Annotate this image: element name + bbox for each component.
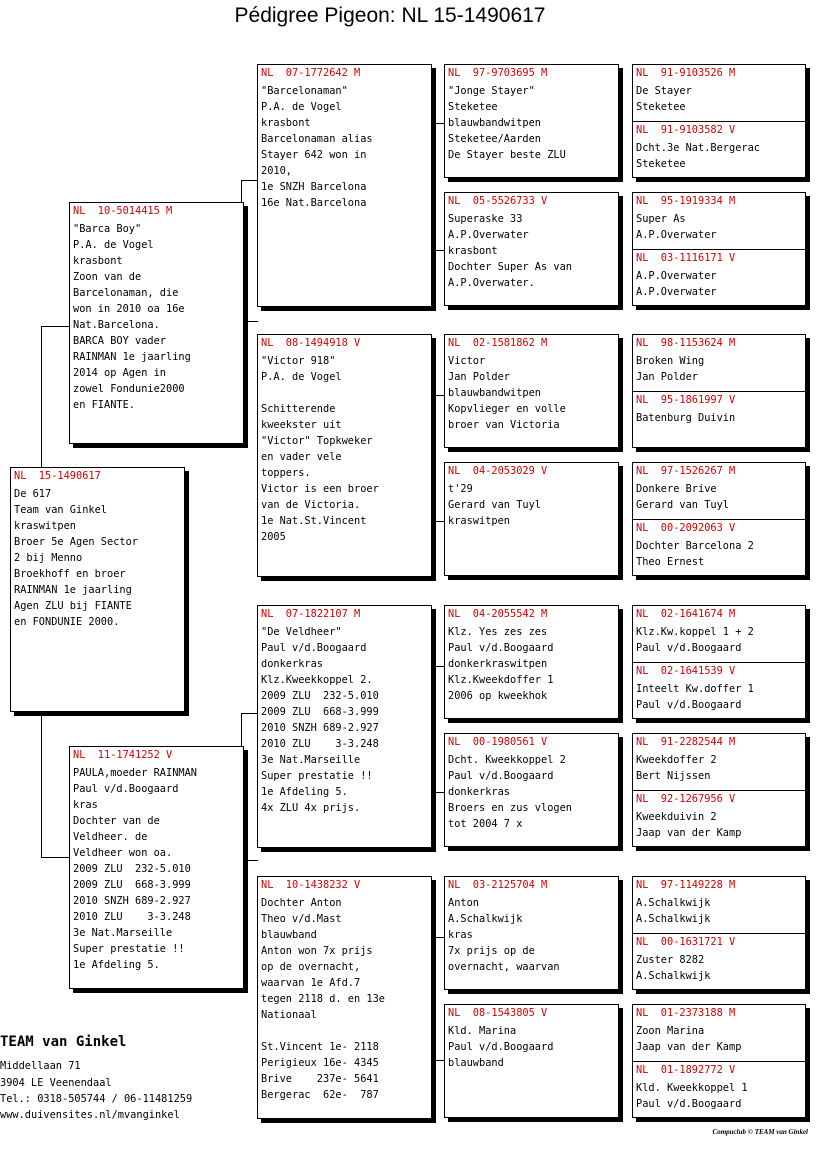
connector	[41, 326, 70, 327]
ring-number: NL 02-1641674 M	[636, 608, 736, 620]
ring-number: NL 08-1543805 V	[448, 1007, 548, 1019]
pigeon-info: Dochter Anton Theo v/d.Mast blauwband Anton won 7x prijs op de overnacht, waarvan 1e Afd.7 tegen 2118 d. en 13e Nationaal St.Vincent 1e- 2118 Perigieux 16e- 4345 Brive 237e- 5641 Bergerac 62e- 787	[261, 897, 385, 1101]
ring-number: NL 00-2092063 V	[633, 519, 805, 536]
pigeon-info: "Barca Boy" P.A. de Vogel krasbont Zoon van de Barcelonaman, die won in 2010 oa 16e Nat.Barcelona. BARCA BOY vader RAINMAN 1e jaarling 2014 op Agen in zowel Fondunie2000 en FIANTE.	[73, 223, 191, 411]
connector	[41, 712, 42, 857]
connector	[430, 666, 445, 667]
sire-card	[69, 202, 244, 444]
ring-number: NL 00-1980561 V	[448, 736, 548, 748]
dam-card	[69, 746, 244, 989]
pigeon-info: Batenburg Duivin	[636, 412, 736, 424]
breeder-phone: Tel.: 0318-505744 / 06-11481259	[0, 1093, 193, 1105]
ring-number: NL 92-1267956 V	[633, 790, 805, 807]
ring-number: NL 04-2053029 V	[448, 465, 548, 477]
grandparent-card	[257, 64, 432, 307]
ring-number: NL 04-2055542 M	[448, 608, 548, 620]
pigeon-info: A.P.Overwater A.P.Overwater	[636, 270, 717, 298]
pigeon-info: PAULA,moeder RAINMAN Paul v/d.Boogaard kras Dochter van de Veldheer. de Veldheer won oa. 2009 ZLU 232-5.010 2009 ZLU 668-3.999 2010 SNZH 689-2.927 2010 ZLU 3-3.248 3e Nat.Marseille Super prestatie !! 1e Afdeling 5.	[73, 767, 197, 971]
connector	[430, 250, 445, 251]
pigeon-info: Klz.Kw.koppel 1 + 2 Paul v/d.Boogaard	[636, 626, 754, 654]
pigeon-info: Superaske 33 A.P.Overwater krasbont Dochter Super As van A.P.Overwater.	[448, 213, 572, 289]
gen4-pair-card	[632, 462, 806, 576]
ring-number: NL 97-1526267 M	[636, 465, 736, 477]
connector	[430, 937, 445, 938]
page-title: Pédigree Pigeon: NL 15-1490617	[234, 4, 546, 27]
ring-number: NL 11-1741252 V	[73, 749, 173, 761]
ring-number: NL 95-1919334 M	[636, 195, 736, 207]
pigeon-info: "Barcelonaman" P.A. de Vogel krasbont Barcelonaman alias Stayer 642 won in 2010, 1e SNZH Barcelona 16e Nat.Barcelona	[261, 85, 373, 209]
breeder-address: Middellaan 71	[0, 1060, 81, 1072]
grandparent-card	[257, 605, 432, 848]
ring-number: NL 10-5014415 M	[73, 205, 173, 217]
great-grandparent-card	[444, 192, 619, 306]
ring-number: NL 95-1861997 V	[633, 391, 805, 408]
ring-number: NL 91-2282544 M	[636, 736, 736, 748]
pigeon-info: Zoon Marina Jaap van der Kamp	[636, 1025, 742, 1053]
ring-number: NL 01-2373188 M	[636, 1007, 736, 1019]
pigeon-info: Inteelt Kw.doffer 1 Paul v/d.Boogaard	[636, 683, 754, 711]
great-grandparent-card	[444, 876, 619, 990]
ring-number: NL 98-1153624 M	[636, 337, 736, 349]
grandparent-card	[257, 876, 432, 1119]
pigeon-info: Zuster 8282 A.Schalkwijk	[636, 954, 711, 982]
subject-card	[10, 467, 185, 712]
connector	[430, 395, 445, 396]
connector	[430, 792, 445, 793]
ring-number: NL 97-1149228 M	[636, 879, 736, 891]
ring-number: NL 05-5526733 V	[448, 195, 548, 207]
pigeon-info: Broken Wing Jan Polder	[636, 355, 705, 383]
ring-number: NL 91-9103582 V	[633, 121, 805, 138]
pigeon-info: Anton A.Schalkwijk kras 7x prijs op de overnacht, waarvan	[448, 897, 560, 973]
connector	[430, 1060, 445, 1061]
breeder-city: 3904 LE Veenendaal	[0, 1077, 112, 1089]
connector	[41, 857, 70, 858]
ring-number: NL 02-1581862 M	[448, 337, 548, 349]
pigeon-info: Victor Jan Polder blauwbandwitpen Kopvlieger en volle broer van Victoria	[448, 355, 566, 431]
pigeon-info: De 617 Team van Ginkel kraswitpen Broer 5e Agen Sector 2 bij Menno Broekhoff en broer RAINMAN 1e jaarling Agen ZLU bij FIANTE en FONDUNIE 2000.	[14, 488, 138, 628]
ring-number: NL 03-1116171 V	[633, 249, 805, 266]
connector	[241, 713, 258, 714]
ring-number: NL 91-9103526 M	[636, 67, 736, 79]
gen4-pair-card	[632, 334, 806, 448]
connector	[41, 326, 42, 468]
pigeon-info: t'29 Gerard van Tuyl kraswitpen	[448, 483, 541, 527]
ring-number: NL 01-1892772 V	[633, 1061, 805, 1078]
pigeon-info: Klz. Yes zes zes Paul v/d.Boogaard donkerkraswitpen Klz.Kweekdoffer 1 2006 op kweekhok	[448, 626, 554, 702]
ring-number: NL 97-9703695 M	[448, 67, 548, 79]
great-grandparent-card	[444, 1004, 619, 1118]
pigeon-info: Donkere Brive Gerard van Tuyl	[636, 483, 729, 511]
ring-number: NL 00-1631721 V	[633, 933, 805, 950]
pigeon-info: Kweekduivin 2 Jaap van der Kamp	[636, 811, 742, 839]
gen4-pair-card	[632, 605, 806, 719]
ring-number: NL 03-2125704 M	[448, 879, 548, 891]
pigeon-info: Super As A.P.Overwater	[636, 213, 717, 241]
pigeon-info: A.Schalkwijk A.Schalkwijk	[636, 897, 711, 925]
pigeon-info: Kld. Kweekkoppel 1 Paul v/d.Boogaard	[636, 1082, 748, 1110]
breeder-website[interactable]: www.duivensites.nl/mvanginkel	[0, 1109, 180, 1121]
gen4-pair-card	[632, 64, 806, 178]
pigeon-info: Dcht.3e Nat.Bergerac Steketee	[636, 142, 760, 170]
grandparent-card	[257, 334, 432, 577]
great-grandparent-card	[444, 334, 619, 448]
pigeon-info: Dochter Barcelona 2 Theo Ernest	[636, 540, 754, 568]
ring-number: NL 07-1822107 M	[261, 608, 361, 620]
pigeon-info: Dcht. Kweekkoppel 2 Paul v/d.Boogaard donkerkras Broers en zus vlogen tot 2004 7 x	[448, 754, 572, 830]
connector	[430, 521, 445, 522]
connector	[430, 123, 445, 124]
gen4-pair-card	[632, 1004, 806, 1118]
great-grandparent-card	[444, 605, 619, 719]
pigeon-info: "De Veldheer" Paul v/d.Boogaard donkerkras Klz.Kweekkoppel 2. 2009 ZLU 232-5.010 2009 ZLU 668-3.999 2010 SNZH 689-2.927 2010 ZLU 3-3.248 3e Nat.Marseille Super prestatie !! 1e Afdeling 5. 4x ZLU 4x prijs.	[261, 626, 379, 814]
breeder-name: TEAM van Ginkel	[0, 1034, 127, 1050]
great-grandparent-card	[444, 733, 619, 847]
gen4-pair-card	[632, 733, 806, 847]
ring-number: NL 15-1490617	[14, 470, 101, 482]
pigeon-info: Kld. Marina Paul v/d.Boogaard blauwband	[448, 1025, 554, 1069]
great-grandparent-card	[444, 462, 619, 576]
pigeon-info: "Jonge Stayer" Steketee blauwbandwitpen Steketee/Aarden De Stayer beste ZLU	[448, 85, 566, 161]
gen4-pair-card	[632, 192, 806, 306]
ring-number: NL 08-1494918 V	[261, 337, 361, 349]
pigeon-info: "Victor 918" P.A. de Vogel Schitterende kweekster uit "Victor" Topkweker en vader vele toppers. Victor is een broer van de Victoria. 1e Nat.St.Vincent 2005	[261, 355, 379, 543]
ring-number: NL 10-1438232 V	[261, 879, 361, 891]
pigeon-info: Kweekdoffer 2 Bert Nijssen	[636, 754, 717, 782]
gen4-pair-card	[632, 876, 806, 990]
pigeon-info: De Stayer Steketee	[636, 85, 692, 113]
copyright-text: Compuclub © TEAM van Ginkel	[712, 1128, 808, 1136]
connector	[241, 180, 258, 181]
great-grandparent-card	[444, 64, 619, 178]
ring-number: NL 07-1772642 M	[261, 67, 361, 79]
ring-number: NL 02-1641539 V	[633, 662, 805, 679]
